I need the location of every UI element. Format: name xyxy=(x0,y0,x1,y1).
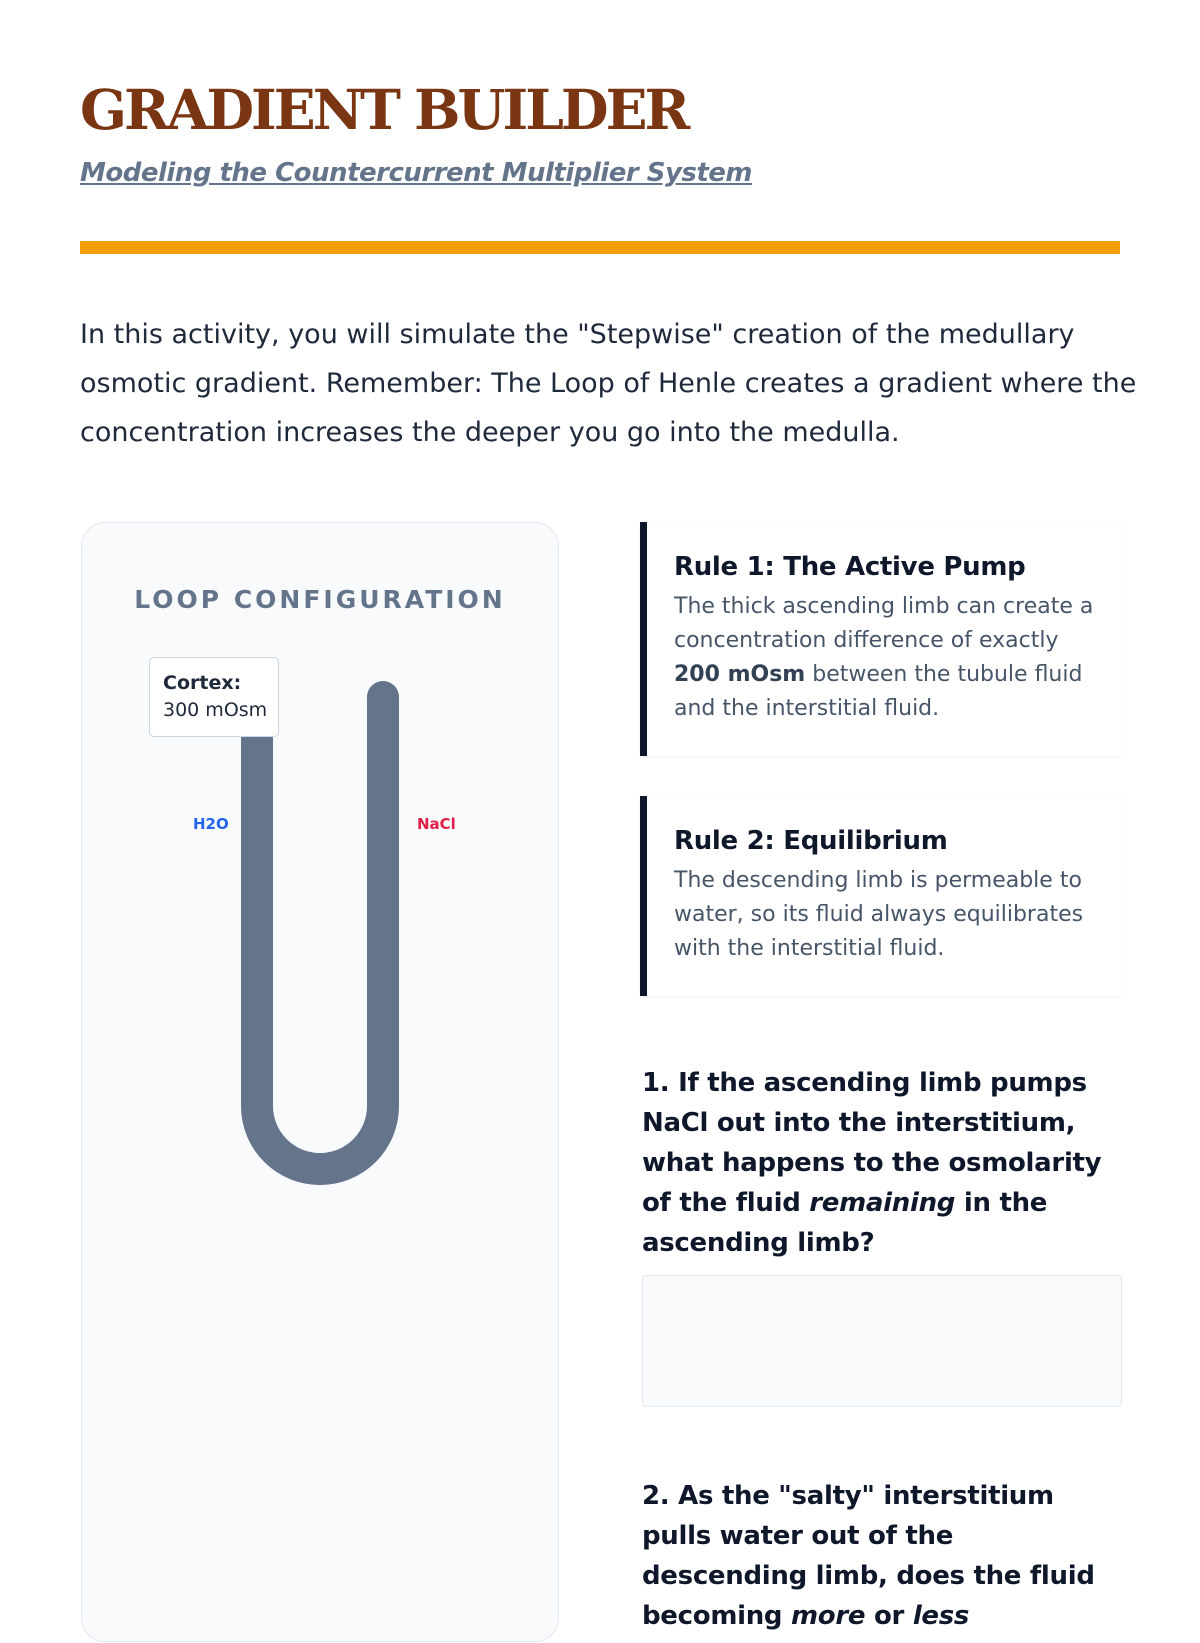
page-title: GRADIENT BUILDER xyxy=(80,77,688,142)
accent-divider xyxy=(80,241,1120,254)
rule-title: Rule 2: Equilibrium xyxy=(674,826,948,856)
answer-1-input[interactable] xyxy=(642,1275,1122,1407)
loop-configuration-heading: LOOP CONFIGURATION xyxy=(134,585,506,614)
rule-card-equilibrium xyxy=(640,796,1122,996)
cortex-osmolarity: 300 mOsm xyxy=(163,699,268,721)
subtitle-link[interactable]: Modeling the Countercurrent Multiplier System xyxy=(80,158,753,188)
question-1: 1. If the ascending limb pumps NaCl out into the interstitium, what happens to the osmolarity of the fluid remaining in the ascending limb? xyxy=(642,1068,1102,1258)
question-2: 2. As the "salty" interstitium pulls water out of the descending limb, does the fluid becoming more or less xyxy=(642,1481,1095,1631)
question-emphasis: more xyxy=(791,1601,866,1631)
h2o-label: H2O xyxy=(193,815,229,833)
question-emphasis: less xyxy=(912,1601,970,1631)
loop-configuration-panel xyxy=(81,522,559,1642)
rule-title: Rule 1: The Active Pump xyxy=(674,552,1026,582)
rule-emphasis: 200 mOsm xyxy=(674,662,806,687)
intro-paragraph: In this activity, you will simulate the "Stepwise" creation of the medullary osmotic gradient. Remember: The Loop of Henle creates a gradient where the concentration increases the deeper you go into the medulla. xyxy=(80,319,1137,448)
rule-body: The thick ascending limb can create a concentration difference of exactly 200 mOsm between the tubule fluid and the interstitial fluid. xyxy=(674,594,1094,721)
rule-body: The descending limb is permeable to water, so its fluid always equilibrates with the interstitial fluid. xyxy=(674,868,1084,961)
loop-of-henle-tube xyxy=(257,697,383,1169)
rule-card-active-pump xyxy=(640,522,1122,756)
cortex-label-box xyxy=(149,657,279,737)
question-emphasis: remaining xyxy=(809,1188,956,1218)
cortex-label: Cortex: xyxy=(163,672,242,694)
nacl-label: NaCl xyxy=(417,815,456,833)
